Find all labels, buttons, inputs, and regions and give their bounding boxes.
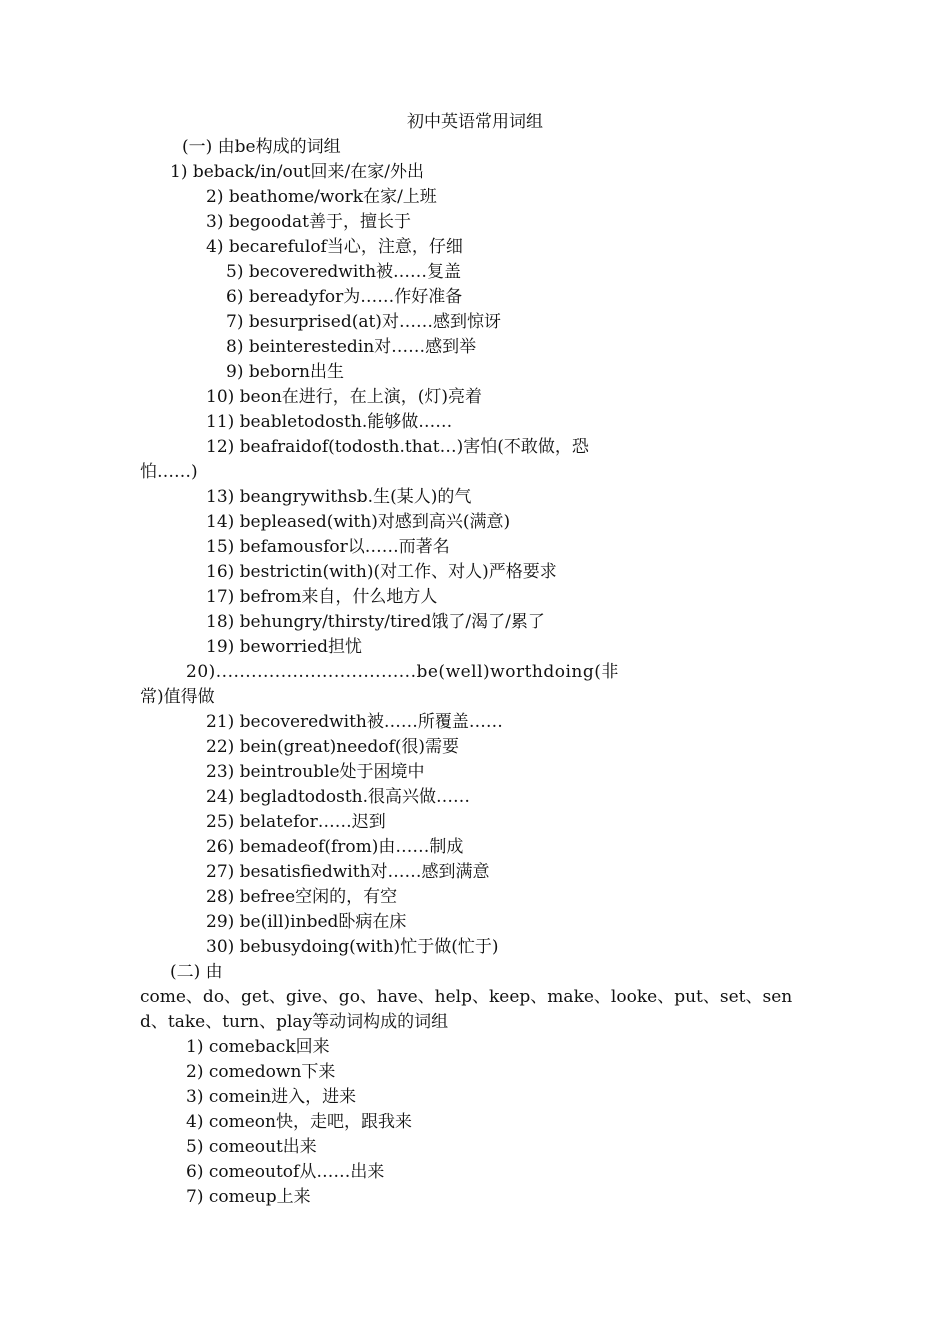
list-item: 28) befree空闲的，有空 bbox=[206, 887, 398, 907]
section-2-heading: (二) 由 bbox=[170, 962, 223, 982]
list-item: 22) bein(great)needof(很)需要 bbox=[206, 737, 460, 757]
list-item-continuation: 常)值得做 bbox=[140, 687, 215, 707]
list-item: 18) behungry/thirsty/tired饿了/渴了/累了 bbox=[206, 612, 545, 632]
list-item: 5) becoveredwith被……复盖 bbox=[226, 262, 462, 282]
list-item: 7) besurprised(at)对……感到惊讶 bbox=[226, 312, 501, 332]
list-item: 17) befrom来自，什么地方人 bbox=[206, 587, 438, 607]
list-item: 16) bestrictin(with)(对工作、对人)严格要求 bbox=[206, 562, 557, 582]
verb-list-continuation: d、take、turn、play等动词构成的词组 bbox=[140, 1012, 449, 1032]
list-item: 2) comedown下来 bbox=[186, 1062, 336, 1082]
list-item: 25) belatefor……迟到 bbox=[206, 812, 386, 832]
section-1-heading: (一) 由be构成的词组 bbox=[182, 137, 341, 157]
list-item: 3) begoodat善于，擅长于 bbox=[206, 212, 411, 232]
list-item: 9) beborn出生 bbox=[226, 362, 344, 382]
list-item: 23) beintrouble处于困境中 bbox=[206, 762, 425, 782]
verb-list: come、do、get、give、go、have、help、keep、make、looke、put、set、sen bbox=[140, 987, 793, 1007]
list-item: 15) befamousfor以……而著名 bbox=[206, 537, 450, 557]
list-item: 6) comeoutof从……出来 bbox=[186, 1162, 385, 1182]
list-item: 5) comeout出来 bbox=[186, 1137, 317, 1157]
list-item: 19) beworried担忧 bbox=[206, 637, 363, 657]
list-item: 24) begladtodosth.很高兴做…… bbox=[206, 787, 471, 807]
list-item: 8) beinterestedin对……感到举 bbox=[226, 337, 477, 357]
list-item: 27) besatisfiedwith对……感到满意 bbox=[206, 862, 490, 882]
list-item: 4) comeon快，走吧，跟我来 bbox=[186, 1112, 412, 1132]
list-item: 26) bemadeof(from)由……制成 bbox=[206, 837, 464, 857]
list-item: 12) beafraidof(todosth.that…)害怕(不敢做，恐 bbox=[206, 437, 589, 457]
list-item: 10) beon在进行，在上演，(灯)亮着 bbox=[206, 387, 483, 407]
list-item: 4) becarefulof当心，注意，仔细 bbox=[206, 237, 463, 257]
list-item: 1) beback/in/out回来/在家/外出 bbox=[170, 162, 424, 182]
list-item: 30) bebusydoing(with)忙于做(忙于) bbox=[206, 937, 499, 957]
list-item: 20)..................................be(well)worthdoing(非 bbox=[186, 662, 619, 682]
list-item-continuation: 怕……) bbox=[140, 462, 198, 482]
list-item: 11) beabletodosth.能够做…… bbox=[206, 412, 453, 432]
list-item: 21) becoveredwith被……所覆盖…… bbox=[206, 712, 503, 732]
page-title: 初中英语常用词组 bbox=[407, 112, 543, 132]
list-item: 1) comeback回来 bbox=[186, 1037, 330, 1057]
list-item: 2) beathome/work在家/上班 bbox=[206, 187, 437, 207]
list-item: 13) beangrywithsb.生(某人)的气 bbox=[206, 487, 472, 507]
list-item: 14) bepleased(with)对感到高兴(满意) bbox=[206, 512, 511, 532]
list-item: 6) bereadyfor为……作好准备 bbox=[226, 287, 463, 307]
list-item: 3) comein进入，进来 bbox=[186, 1087, 357, 1107]
list-item: 7) comeup上来 bbox=[186, 1187, 311, 1207]
list-item: 29) be(ill)inbed卧病在床 bbox=[206, 912, 407, 932]
